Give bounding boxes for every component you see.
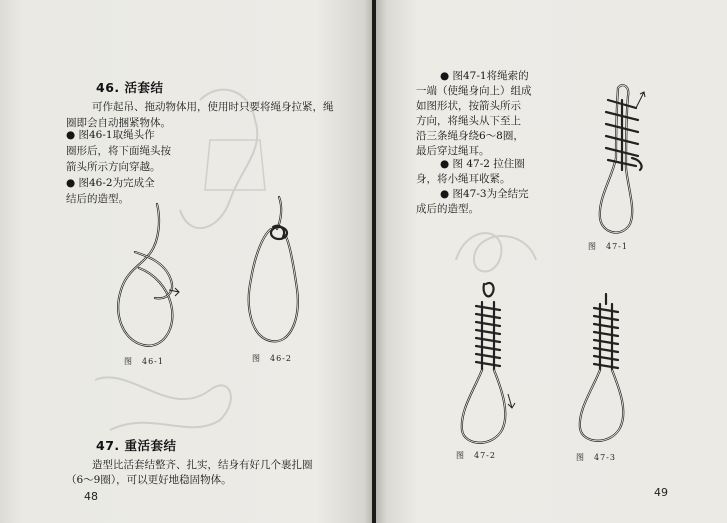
- bleed-through-figure: [90, 360, 240, 440]
- figure-46-2-caption: 图 46-2: [252, 354, 292, 363]
- bullet-46-1-line: ● 图46-1取绳头作: [66, 129, 155, 141]
- right-text-line: 方向，将绳头从下至上: [416, 115, 521, 127]
- section-47-heading: 47. 重活套结: [96, 438, 177, 453]
- section-46-paragraph-line: 圈即会自动捆紧物体。: [66, 117, 171, 129]
- page-number-right: 49: [654, 486, 668, 499]
- figure-46-1-slip-knot-illustration: [105, 200, 195, 360]
- right-text-line: 身，将小绳耳收紧。: [416, 173, 511, 185]
- section-46-paragraph-line: 可作起吊、拖动物体用，使用时只要将绳身拉紧，绳: [92, 101, 334, 113]
- right-text-line: 一端（使绳身向上）组成: [416, 85, 532, 97]
- right-page: [376, 0, 727, 523]
- section-47-paragraph-line: 造型比活套结整齐、扎实，结身有好几个裹扎圈: [92, 459, 313, 471]
- figure-46-2-slip-knot-illustration: [235, 195, 315, 355]
- section-47-paragraph-line: （6～9圈），可以更好地稳固物体。: [66, 474, 232, 486]
- page-number-left: 48: [84, 490, 98, 503]
- right-text-line: 成后的造型。: [416, 203, 479, 215]
- figure-47-3-knot-illustration: [566, 290, 646, 450]
- figure-47-2-caption: 图 47-2: [456, 451, 496, 460]
- right-text-line: ● 图 47-2 拉住圈: [440, 158, 525, 170]
- bullet-46-1-line: 箭头所示方向穿越。: [66, 161, 161, 173]
- section-46-heading: 46. 活套结: [96, 80, 164, 95]
- bullet-46-1-line: 圈形后，将下面绳头按: [66, 145, 171, 157]
- right-text-line: 最后穿过绳耳。: [416, 145, 490, 157]
- bullet-46-2-line: ● 图46-2为完成全: [66, 177, 155, 189]
- right-text-line: ● 图47-3为全结完: [440, 188, 529, 200]
- figure-47-2-knot-illustration: [448, 280, 538, 450]
- right-text-line: ● 图47-1将绳索的: [440, 70, 529, 82]
- figure-47-1-knot-illustration: [582, 78, 662, 243]
- right-text-line: 沿三条绳身绕6～8圈，: [416, 130, 524, 142]
- bullet-46-2-line: 结后的造型。: [66, 193, 129, 205]
- figure-47-1-caption: 图 47-1: [588, 242, 628, 251]
- right-text-line: 如图形状，按箭头所示: [416, 100, 521, 112]
- figure-46-1-caption: 图 46-1: [124, 357, 164, 366]
- figure-47-3-caption: 图 47-3: [576, 453, 616, 462]
